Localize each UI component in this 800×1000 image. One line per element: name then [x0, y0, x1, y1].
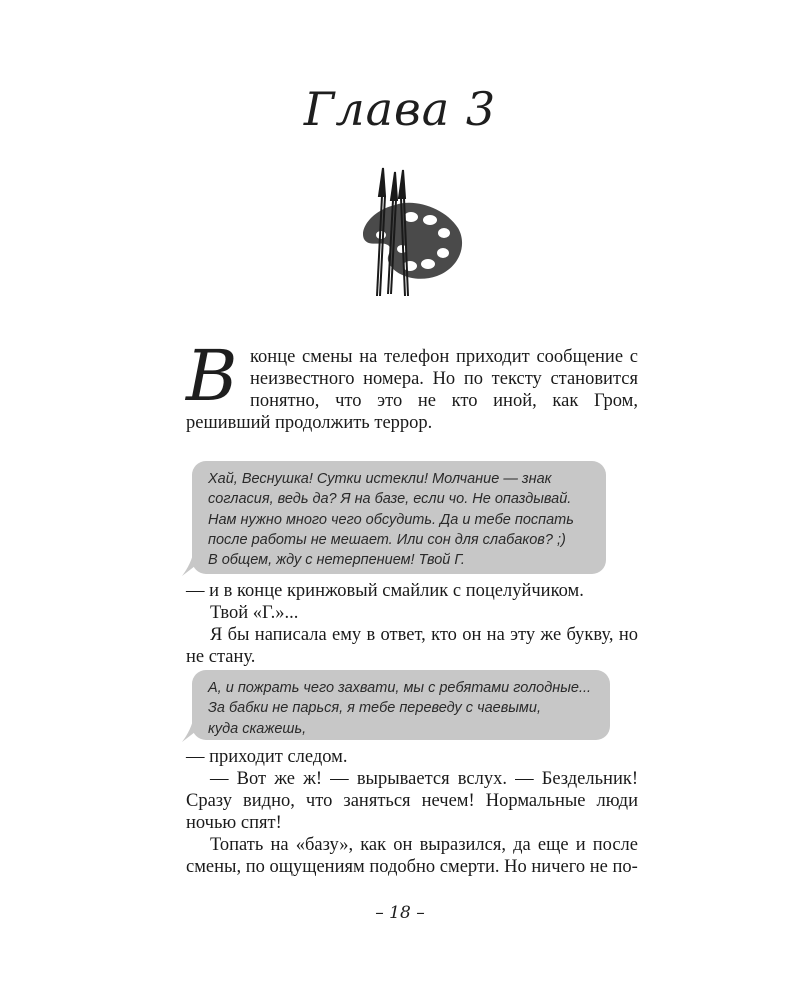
message-line: Хай, Веснушка! Сутки истекли! Молчание — знак	[208, 471, 552, 487]
palette-with-brushes-icon	[355, 160, 465, 300]
drop-cap: В	[186, 335, 238, 417]
message-line: За бабки не парься, я тебе переведу с чаевыми,	[208, 700, 541, 717]
chat-bubble-message-1	[192, 461, 606, 574]
body-paragraph: Топать на «базу», как он выразился, да еще и после смены, по ощущениям подобно смерти. Но ничего не по-	[186, 835, 638, 877]
opening-paragraph	[186, 335, 638, 434]
body-paragraph: — приходит следом.	[186, 747, 348, 767]
message-line: В общем, жду с нетерпением! Твой Г.	[208, 552, 465, 569]
body-paragraph: — и в конце кринжовый смайлик с поцелуйчиком.	[186, 581, 584, 601]
chapter-title: Глава 3	[303, 82, 497, 136]
body-block-2	[186, 746, 638, 878]
message-line: согласия, ведь да? Я на базе, если чо. Не опаздывай.	[208, 491, 572, 508]
bubble-tail-icon	[180, 550, 210, 576]
message-line: Нам нужно много чего обсудить. Да и тебе поспать	[208, 511, 574, 528]
bubble-tail-icon	[180, 716, 210, 742]
opening-text: конце смены на телефон приходит сообщение с неизвестного номера. Но по тексту становится понятно, что это не кто иной, как Гром, решивший продолжить террор.	[186, 347, 638, 433]
body-paragraph: Твой «Г.»...	[210, 603, 299, 623]
page-number: – 18 –	[375, 903, 425, 923]
message-line: куда скажешь,	[208, 720, 307, 737]
message-line: А, и пожрать чего захвати, мы с ребятами голодные...	[208, 680, 592, 696]
body-block-1	[186, 580, 638, 668]
message-line: после работы не мешает. Или сон для слабаков? ;)	[208, 531, 566, 548]
body-paragraph: — Вот же ж! — вырывается вслух. — Бездельник! Сразу видно, что заняться нечем! Нормальные люди ночью спят!	[186, 769, 638, 833]
chat-bubble-message-2	[192, 670, 610, 740]
body-paragraph: Я бы написала ему в ответ, кто он на эту же букву, но не стану.	[186, 625, 638, 667]
